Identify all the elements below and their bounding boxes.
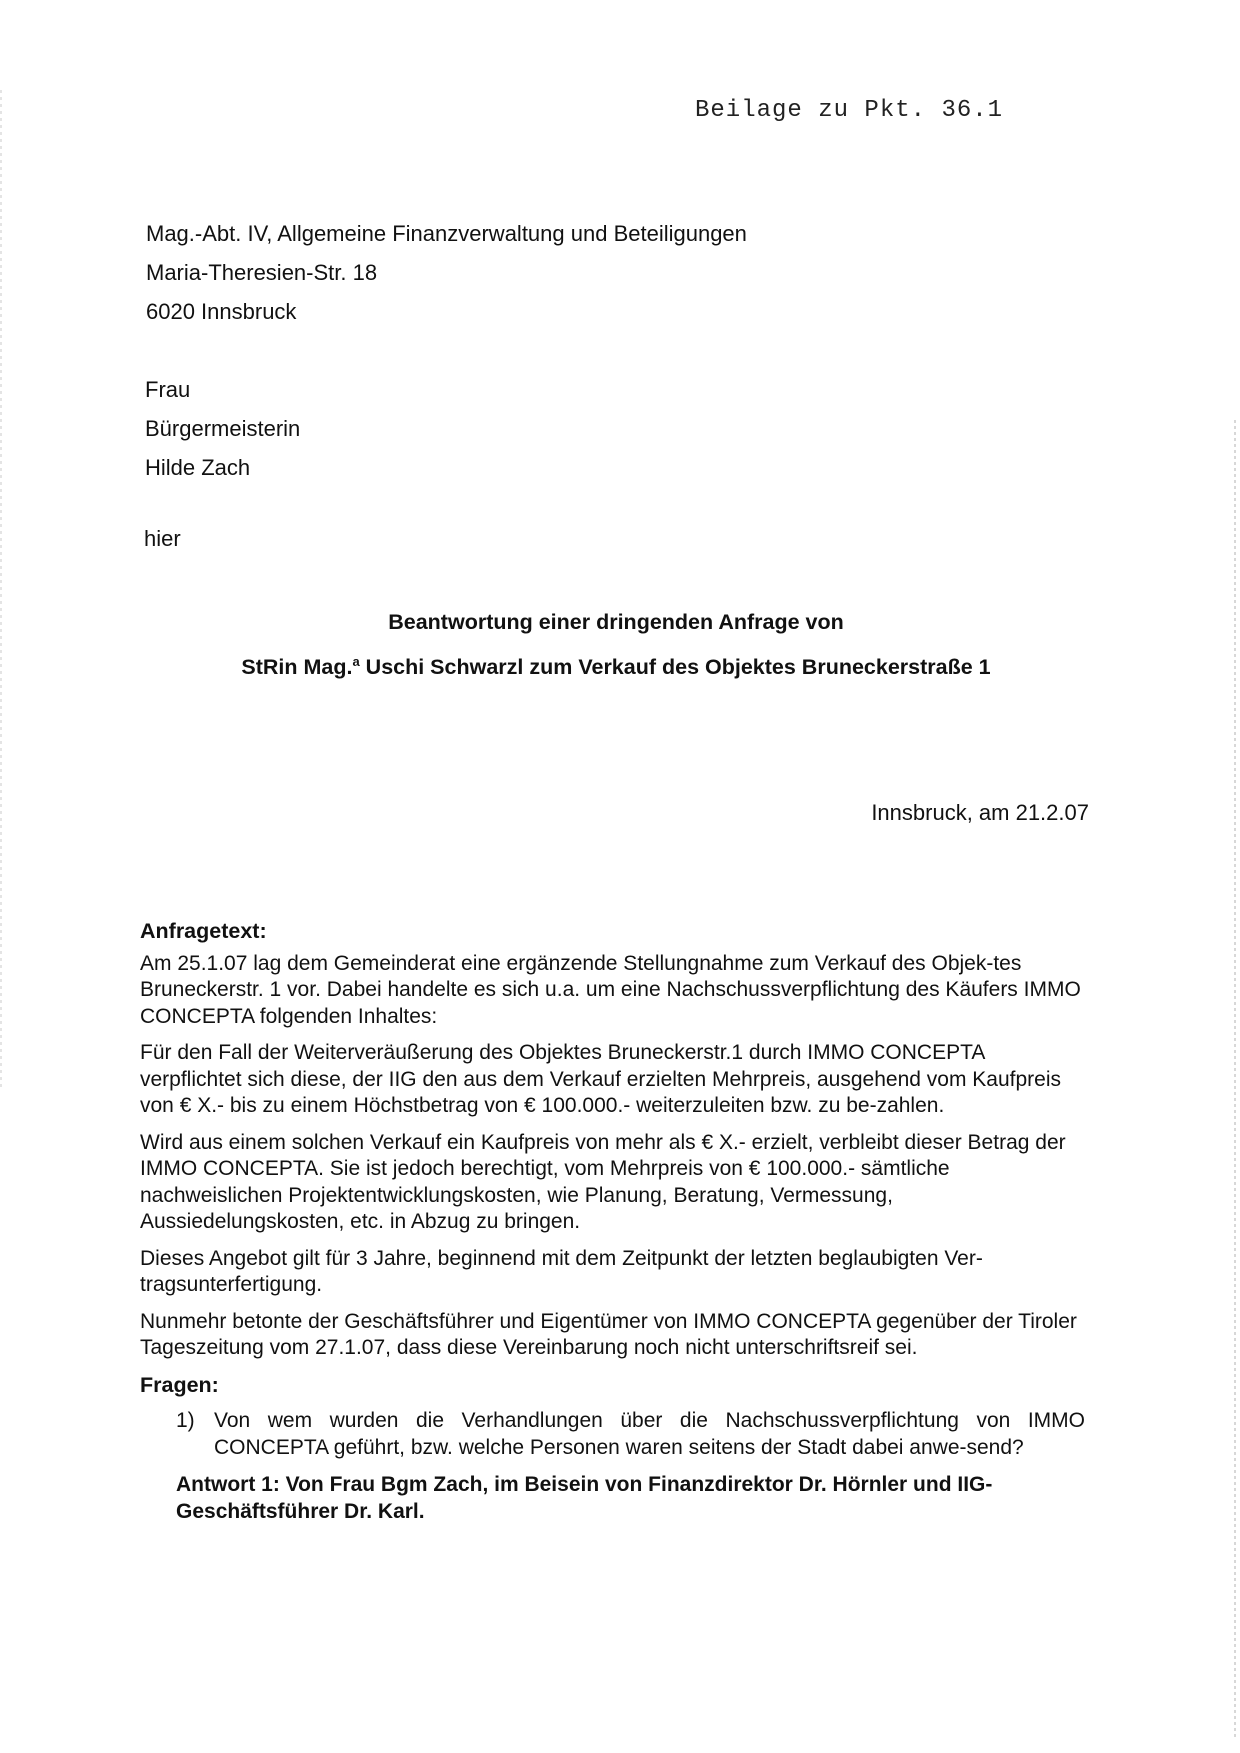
subject-line-2 — [0, 642, 1232, 687]
question-list — [140, 1408, 1085, 1525]
recipient-name: Hilde Zach — [145, 455, 251, 480]
sender-address — [146, 214, 747, 331]
scan-edge-right — [1234, 420, 1236, 1740]
anfrage-paragraph: Dieses Angebot gilt für 3 Jahre, beginnend mit dem Zeitpunkt der letzten beglaubigten Ver-tragsunterfertigung. — [140, 1246, 983, 1296]
question-number: 1) — [176, 1409, 195, 1432]
anfrage-paragraph: Wird aus einem solchen Verkauf ein Kaufpreis von mehr als € X.- erzielt, verbleibt dieser Betrag der IMMO CONCEPTA. Sie ist jedoch berechtigt, vom Mehrpreis von € 100.000.- sämtliche nachweislichen Projektentwicklungskosten, wie Planung, Beratung, Vermessung, Aussiedelungskosten, etc. in Abzug zu bringen. — [140, 1130, 1066, 1233]
fragen-heading: Fragen: — [140, 1372, 219, 1397]
subject-line-2-rest: Uschi Schwarzl zum Verkauf des Objektes Bruneckerstraße 1 — [359, 655, 991, 680]
recipient-salutation: Frau — [145, 377, 191, 402]
subject-line-1: Beantwortung einer dringenden Anfrage von — [388, 610, 844, 634]
question-text: Von wem wurden die Verhandlungen über die Nachschussverpflichtung von IMMO CONCEPTA geführt, bzw. welche Personen waren seitens der Stadt dabei anwe-send? — [214, 1409, 1085, 1459]
scan-edge-left — [0, 90, 2, 1090]
anfrage-paragraph: Am 25.1.07 lag dem Gemeinderat eine ergänzende Stellungnahme zum Verkauf des Objek-tes Bruneckerstr. 1 vor. Dabei handelte es sich u.a. um eine Nachschussverpflichtung des Käufers IMMO CONCEPTA folgenden Inhaltes: — [140, 951, 1081, 1028]
question-item — [140, 1408, 1085, 1461]
sender-line-city: 6020 Innsbruck — [146, 299, 297, 324]
anfrage-paragraph: Für den Fall der Weiterveräußerung des Objektes Bruneckerstr.1 durch IMMO CONCEPTA verpflichtet sich diese, der IIG den aus dem Verkauf erzielten Mehrpreis, ausgehend vom Kaufpreis von € X.- bis zu einem Höchstbetrag von € 100.000.- weiterzuleiten bzw. zu be-zahlen. — [140, 1041, 1061, 1117]
sender-line-street: Maria-Theresien-Str. 18 — [146, 260, 378, 285]
recipient-location: hier — [144, 526, 181, 551]
recipient-address — [145, 370, 300, 487]
letter-body — [140, 918, 1085, 1525]
subject-heading — [0, 603, 1232, 687]
recipient-title: Bürgermeisterin — [145, 416, 301, 441]
place-and-date: Innsbruck, am 21.2.07 — [871, 800, 1089, 825]
answer-text: Antwort 1: Von Frau Bgm Zach, im Beisein von Finanzdirektor Dr. Hörnler und IIG-Geschäftsführer Dr. Karl. — [176, 1473, 993, 1523]
anfrage-heading: Anfragetext: — [140, 919, 267, 943]
anfrage-paragraph: Nunmehr betonte der Geschäftsführer und Eigentümer von IMMO CONCEPTA gegenüber der Tiroler Tageszeitung vom 27.1.07, dass diese Vereinbarung noch nicht unterschriftsreif sei. — [140, 1309, 1077, 1359]
subject-line-2-prefix: StRin Mag. — [241, 655, 353, 680]
subject-line-2-superscript: a — [352, 654, 360, 669]
sender-line-department: Mag.-Abt. IV, Allgemeine Finanzverwaltung und Beteiligungen — [146, 221, 747, 246]
attachment-stamp: Beilage zu Pkt. 36.1 — [695, 97, 1004, 124]
